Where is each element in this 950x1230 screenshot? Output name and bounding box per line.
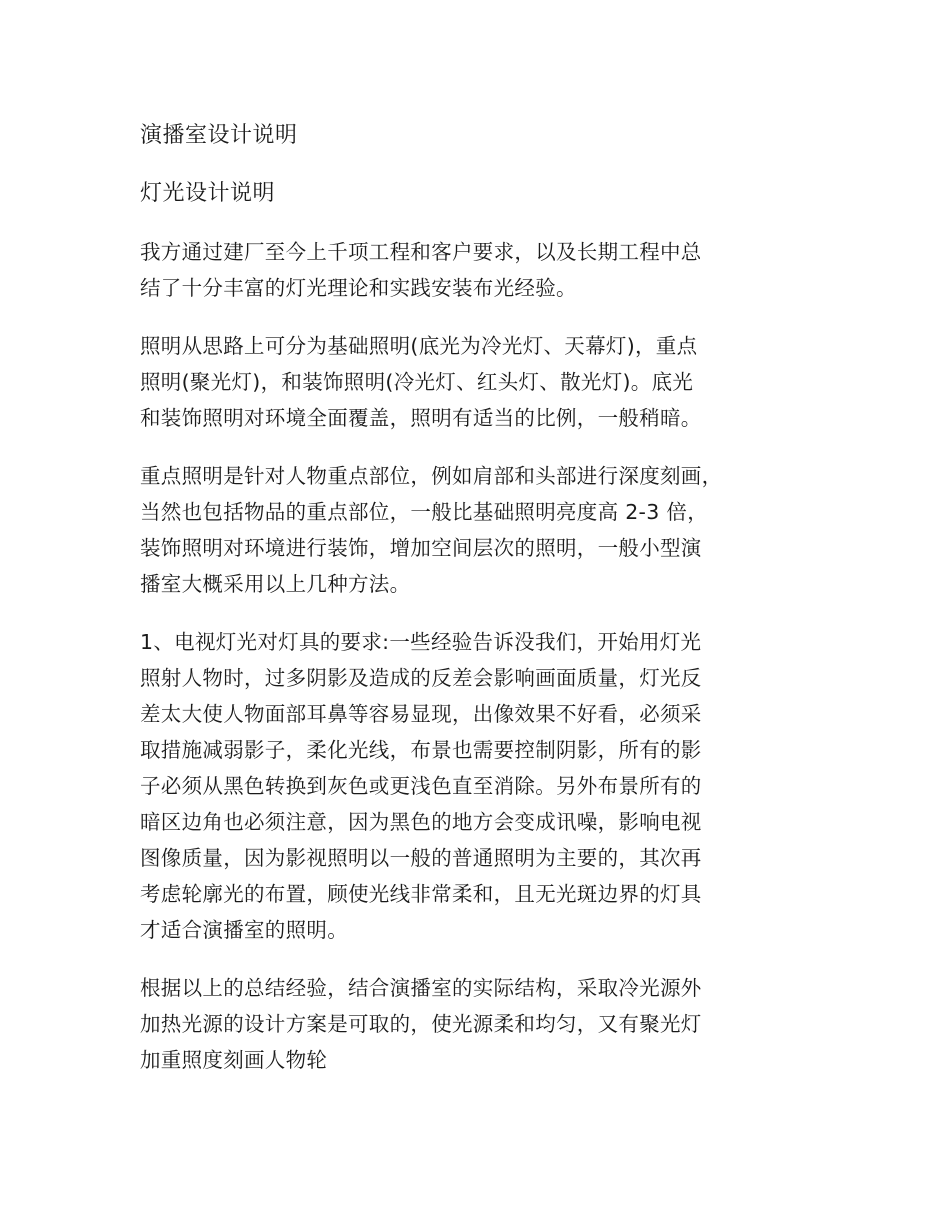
text-line: 加热光源的设计方案是可取的，使光源柔和均匀，又有聚光灯 [140, 1012, 702, 1036]
document-body [140, 118, 820, 1100]
paragraph-fixture-requirements [140, 624, 820, 948]
paragraph-lighting-types [140, 328, 820, 436]
text-line: 照射人物时，过多阴影及造成的反差会影响画面质量，灯光反 [140, 666, 702, 690]
text-line: 加重照度刻画人物轮 [140, 1048, 328, 1072]
text-line: 当然也包括物品的重点部位，一般比基础照明亮度高 2-3 倍， [140, 500, 709, 524]
section-title: 灯光设计说明 [140, 181, 276, 206]
text-line: 播室大概采用以上几种方法。 [140, 572, 411, 596]
text-line: 图像质量，因为影视照明以一般的普通照明为主要的，其次再 [140, 846, 702, 870]
text-line: 取措施减弱影子，柔化光线，布景也需要控制阴影，所有的影 [140, 738, 702, 762]
text-line: 照明从思路上可分为基础照明(底光为冷光灯、天幕灯)，重点 [140, 334, 698, 358]
paragraph-key-lighting [140, 458, 820, 602]
text-line: 才适合演播室的照明。 [140, 918, 348, 942]
text-line: 暗区边角也必须注意，因为黑色的地方会变成讯噪，影响电视 [140, 810, 702, 834]
text-line: 我方通过建厂至今上千项工程和客户要求，以及长期工程中总 [140, 240, 702, 264]
paragraph-intro [140, 234, 820, 306]
text-line: 和装饰照明对环境全面覆盖，照明有适当的比例，一般稍暗。 [140, 406, 702, 430]
text-line: 装饰照明对环境进行装饰，增加空间层次的照明，一般小型演 [140, 536, 702, 560]
text-line: 差太大使人物面部耳鼻等容易显现，出像效果不好看，必须采 [140, 702, 702, 726]
document-title: 演播室设计说明 [140, 123, 298, 148]
text-line: 子必须从黑色转换到灰色或更浅色直至消除。另外布景所有的 [140, 774, 702, 798]
text-line: 考虑轮廓光的布置，顾使光线非常柔和，且无光斑边界的灯具 [140, 882, 702, 906]
paragraph-design-conclusion [140, 970, 820, 1078]
text-line: 重点照明是针对人物重点部位，例如肩部和头部进行深度刻画， [140, 464, 723, 488]
text-line: 结了十分丰富的灯光理论和实践安装布光经验。 [140, 276, 577, 300]
text-line: 1、电视灯光对灯具的要求:一些经验告诉没我们，开始用灯光 [140, 630, 702, 654]
text-line: 照明(聚光灯)，和装饰照明(冷光灯、红头灯、散光灯)。底光 [140, 370, 694, 394]
text-line: 根据以上的总结经验，结合演播室的实际结构，采取冷光源外 [140, 976, 702, 1000]
